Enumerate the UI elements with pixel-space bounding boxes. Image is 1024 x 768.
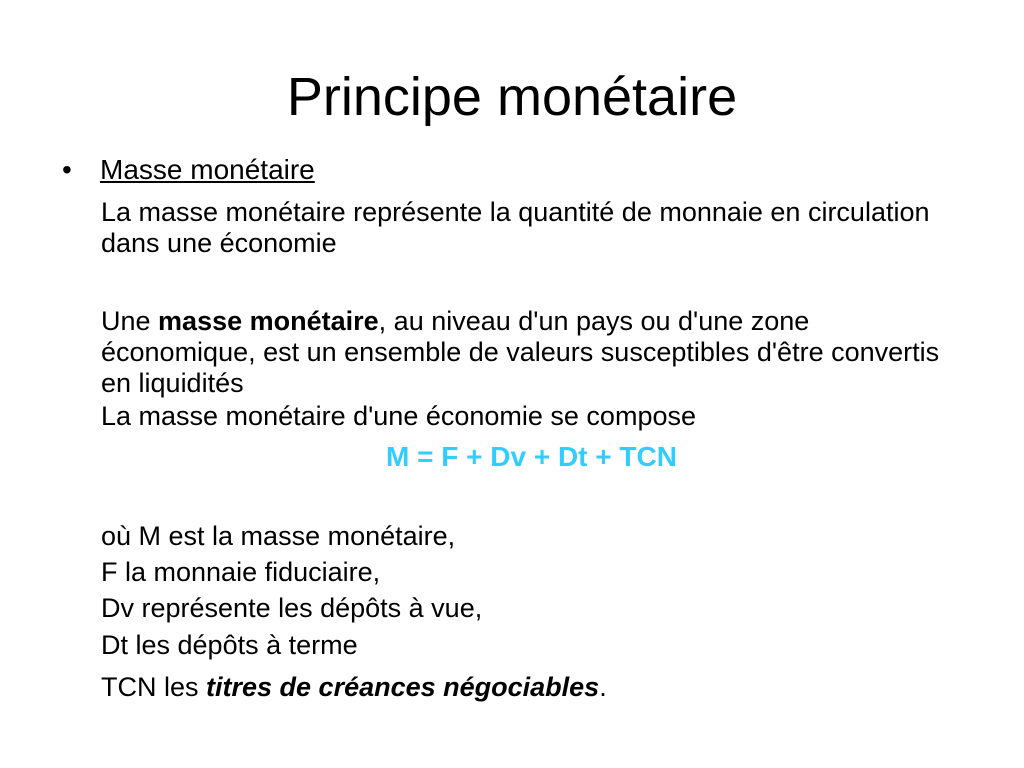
legend-tcn-prefix: TCN les bbox=[101, 672, 207, 702]
legend-dt: Dt les dépôts à terme bbox=[101, 630, 358, 660]
paragraph-masse bbox=[101, 306, 961, 399]
paragraph-prefix: Une bbox=[101, 306, 159, 336]
legend-f: F la monnaie fiduciaire, bbox=[101, 557, 381, 587]
bullet-icon: • bbox=[62, 154, 72, 185]
slide-title: Principe monétaire bbox=[286, 67, 738, 127]
formula: M = F + Dv + Dt + TCN bbox=[386, 441, 677, 472]
legend-tcn bbox=[101, 672, 961, 703]
legend-dv: Dv représente les dépôts à vue, bbox=[101, 593, 483, 623]
legend-tcn-term: titres de créances négociables bbox=[206, 672, 600, 702]
legend-tcn-suffix: . bbox=[599, 672, 607, 702]
legend-m: où M est la masse monétaire, bbox=[101, 521, 456, 551]
bullet-label: Masse monétaire bbox=[100, 154, 315, 185]
composition-intro: La masse monétaire d'une économie se compose bbox=[101, 401, 696, 431]
paragraph-suffix: , au niveau d'un pays ou d'une zone économique, est un ensemble de valeurs susceptibles d'être convertis en liquidités bbox=[101, 306, 940, 398]
bullet-item bbox=[62, 153, 315, 187]
definition-text: La masse monétaire représente la quantité de monnaie en circulation dans une économie bbox=[101, 197, 930, 258]
paragraph-bold-term: masse monétaire bbox=[158, 306, 379, 336]
